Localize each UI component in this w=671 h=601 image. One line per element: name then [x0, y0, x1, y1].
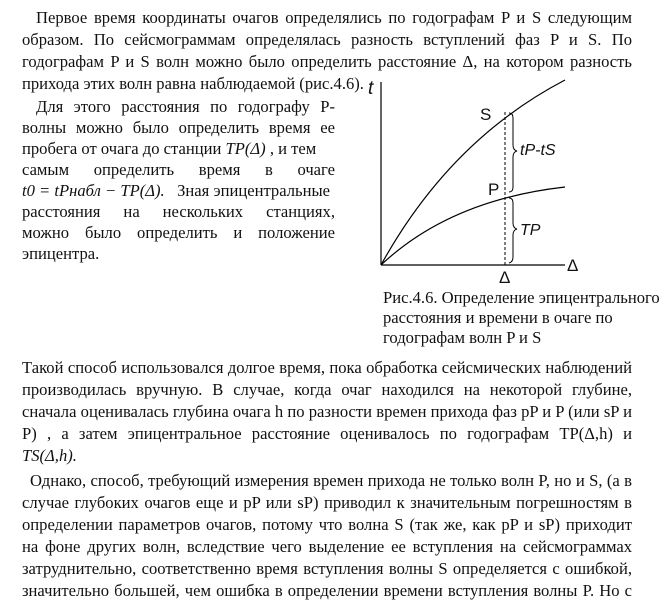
text-line: образом. По сейсмограммам определялась разность вступлений фаз P и S. По [22, 30, 632, 49]
text: пробега от очага до станции [22, 139, 222, 158]
text-line: годографам P и S волн можно было определить расстояние Δ, на котором разность [22, 52, 632, 71]
text-line: самым определить время в очаге [22, 160, 335, 179]
text: , и тем [269, 139, 317, 158]
text-line: Для этого расстояния по годографу P- [36, 97, 335, 116]
text-line: значительно большей, чем ошибка в определении времени вступления волны P. Но с [22, 581, 632, 600]
text-line: Первое время координаты очагов определялись по годографам P и S следующим [36, 8, 632, 27]
text-line: определении параметров очагов, потому что волна S (так же, как pP и sP) приходит [22, 515, 632, 534]
formula-tp-delta: TP(Δ) [225, 139, 266, 158]
text: Зная эпицентральные [177, 181, 330, 200]
caption-line: годографам волн P и S [383, 328, 542, 347]
text-line: на фоне других волн, вследствие чего выделение ее вступления на сейсмограммах [22, 537, 632, 556]
formula-t0: t0 = tPнабл − TP(Δ). [22, 181, 165, 200]
tp-label: TP [520, 222, 541, 239]
text-line: Однако, способ, требующий измерения времен прихода не только волн P, но и S, (а в [30, 471, 632, 490]
text-line: TS(Δ,h). [22, 446, 77, 465]
hodograph-figure [0, 0, 671, 300]
diff-label: tP-tS [520, 142, 556, 159]
text-line: расстояния на нескольких станциях, [22, 202, 335, 221]
text-line: сначала оценивалась глубина очага h по разности времен прихода фаз pP и P (или sP и [22, 402, 632, 421]
text-line: затруднительно, соответственно время вступления волны S определяется с ошибкой, [22, 559, 632, 578]
text-line: прихода этих волн равна наблюдаемой (рис.4.6). [22, 74, 364, 93]
text-line: случае глубоких очагов еще и pP или sP) приводил к значительным погрешностям в [22, 493, 632, 512]
delta-axis-label: Δ [567, 256, 579, 275]
caption-line: Рис.4.6. Определение эпицентрального [383, 288, 660, 307]
t-axis-label: t [368, 78, 374, 99]
diff-brace [509, 113, 517, 192]
text-line: производилась вручную. В случае, когда очаг находился на некоторой глубине, [22, 380, 632, 399]
text-line: можно было определить и положение [22, 223, 335, 242]
text-line: P) , а затем эпицентральное расстояние оценивалось по годографам TP(Δ,h) и [22, 424, 632, 443]
p-curve-label: P [488, 180, 500, 199]
text-line: Такой способ использовался долгое время, пока обработка сейсмических наблюдений [22, 358, 632, 377]
delta-mark-label: Δ [499, 268, 511, 287]
caption-line: расстояния и времени в очаге по [383, 308, 613, 327]
s-curve-label: S [480, 105, 492, 124]
text-line: волны можно было определить время ее [22, 118, 335, 137]
text-line: эпицентра. [22, 244, 100, 263]
tp-brace [509, 198, 517, 263]
